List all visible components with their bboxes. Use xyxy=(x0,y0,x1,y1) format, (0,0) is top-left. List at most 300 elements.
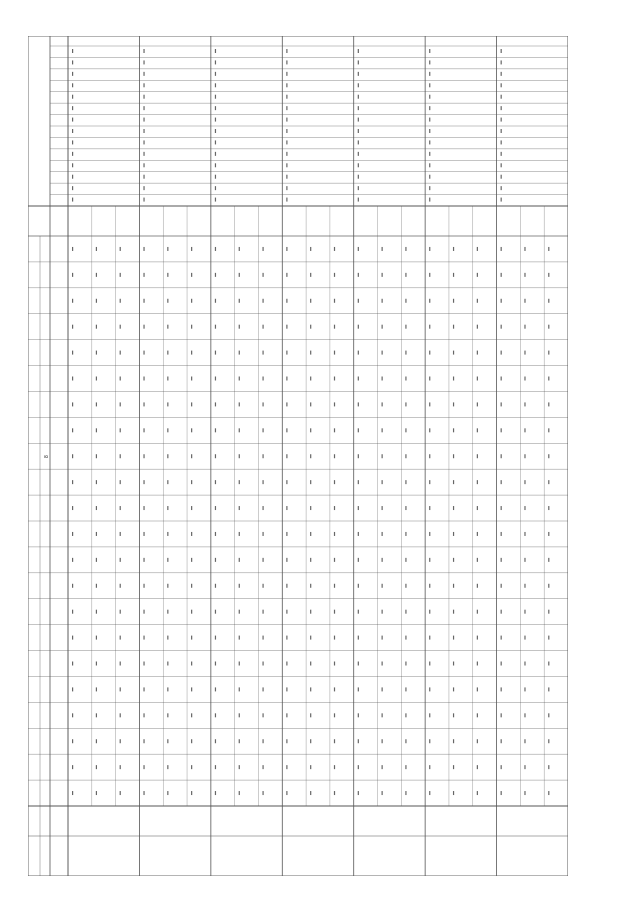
cell-entry xyxy=(310,299,311,303)
cell-entry xyxy=(167,713,168,717)
cell-entry xyxy=(453,765,454,769)
cell-entry xyxy=(191,299,192,303)
cell-entry xyxy=(548,739,549,743)
cell-entry xyxy=(96,662,97,666)
cell-entry xyxy=(120,610,121,614)
cell-entry xyxy=(167,480,168,484)
cell-entry xyxy=(286,299,287,303)
cell-entry xyxy=(262,299,263,303)
cell-entry xyxy=(429,532,430,536)
top-cell-entry xyxy=(215,72,216,76)
cell-entry xyxy=(143,584,144,588)
cell-entry xyxy=(262,506,263,510)
cell-entry xyxy=(405,558,406,562)
cell-entry xyxy=(167,454,168,458)
cell-entry xyxy=(72,765,73,769)
cell-entry xyxy=(215,636,216,640)
top-cell-entry xyxy=(143,186,144,190)
cell-entry xyxy=(239,351,240,355)
cell-entry xyxy=(167,299,168,303)
top-cell-entry xyxy=(143,118,144,122)
cell-entry xyxy=(167,765,168,769)
cell-entry xyxy=(310,687,311,691)
cell-entry xyxy=(191,351,192,355)
cell-entry xyxy=(405,428,406,432)
cell-entry xyxy=(501,325,502,329)
cell-entry xyxy=(358,713,359,717)
cell-entry xyxy=(239,428,240,432)
cell-entry xyxy=(215,428,216,432)
cell-entry xyxy=(524,584,525,588)
cell-entry xyxy=(191,662,192,666)
top-cell-entry xyxy=(358,83,359,87)
cell-entry xyxy=(358,662,359,666)
cell-entry xyxy=(286,610,287,614)
cell-entry xyxy=(548,584,549,588)
cell-entry xyxy=(453,713,454,717)
cell-entry xyxy=(382,739,383,743)
cell-entry xyxy=(310,428,311,432)
cell-entry xyxy=(239,532,240,536)
top-cell-entry xyxy=(358,175,359,179)
cell-entry xyxy=(358,765,359,769)
cell-entry xyxy=(334,351,335,355)
cell-entry xyxy=(239,791,240,795)
cell-entry xyxy=(405,791,406,795)
cell-entry xyxy=(501,791,502,795)
cell-entry xyxy=(453,506,454,510)
cell-entry xyxy=(120,428,121,432)
cell-entry xyxy=(167,247,168,251)
cell-entry xyxy=(358,377,359,381)
cell-entry xyxy=(334,402,335,406)
cell-entry xyxy=(120,454,121,458)
cell-entry xyxy=(286,247,287,251)
cell-entry xyxy=(548,351,549,355)
cell-entry xyxy=(286,402,287,406)
cell-entry xyxy=(382,402,383,406)
cell-entry xyxy=(262,247,263,251)
cell-entry xyxy=(382,532,383,536)
cell-entry xyxy=(96,351,97,355)
cell-entry xyxy=(262,558,263,562)
top-cell-entry xyxy=(429,118,430,122)
top-cell-entry xyxy=(429,140,430,144)
cell-entry xyxy=(310,325,311,329)
cell-entry xyxy=(215,765,216,769)
cell-entry xyxy=(286,506,287,510)
top-cell-entry xyxy=(215,152,216,156)
cell-entry xyxy=(334,299,335,303)
cell-entry xyxy=(191,687,192,691)
cell-entry xyxy=(310,480,311,484)
cell-entry xyxy=(477,402,478,406)
cell-entry xyxy=(191,480,192,484)
cell-entry xyxy=(310,713,311,717)
top-cell-entry xyxy=(358,72,359,76)
cell-entry xyxy=(334,662,335,666)
cell-entry xyxy=(429,610,430,614)
top-cell-entry xyxy=(286,140,287,144)
top-cell-entry xyxy=(501,129,502,133)
cell-entry xyxy=(405,273,406,277)
cell-entry xyxy=(310,662,311,666)
cell-entry xyxy=(120,765,121,769)
cell-entry xyxy=(501,247,502,251)
cell-entry xyxy=(429,299,430,303)
cell-entry xyxy=(72,558,73,562)
cell-entry xyxy=(286,791,287,795)
cell-entry xyxy=(310,454,311,458)
cell-entry xyxy=(96,428,97,432)
cell-entry xyxy=(72,506,73,510)
cell-entry xyxy=(96,713,97,717)
top-cell-entry xyxy=(143,175,144,179)
cell-entry xyxy=(120,247,121,251)
cell-entry xyxy=(524,791,525,795)
cell-entry xyxy=(262,713,263,717)
cell-entry xyxy=(382,636,383,640)
cell-entry xyxy=(167,791,168,795)
top-cell-entry xyxy=(286,83,287,87)
cell-entry xyxy=(239,558,240,562)
cell-entry xyxy=(334,558,335,562)
cell-entry xyxy=(167,610,168,614)
cell-entry xyxy=(358,325,359,329)
cell-entry xyxy=(524,662,525,666)
cell-entry xyxy=(96,299,97,303)
cell-entry xyxy=(501,713,502,717)
cell-entry xyxy=(239,765,240,769)
cell-entry xyxy=(501,273,502,277)
cell-entry xyxy=(143,506,144,510)
cell-entry xyxy=(358,610,359,614)
cell-entry xyxy=(215,351,216,355)
cell-entry xyxy=(334,713,335,717)
top-cell-entry xyxy=(429,83,430,87)
cell-entry xyxy=(239,713,240,717)
cell-entry xyxy=(501,506,502,510)
cell-entry xyxy=(72,480,73,484)
cell-entry xyxy=(477,325,478,329)
cell-entry xyxy=(310,636,311,640)
cell-entry xyxy=(143,713,144,717)
top-cell-entry xyxy=(358,140,359,144)
cell-entry xyxy=(120,791,121,795)
top-cell-entry xyxy=(215,175,216,179)
page-number: 8 xyxy=(44,455,50,458)
cell-entry xyxy=(96,636,97,640)
cell-entry xyxy=(143,325,144,329)
cell-entry xyxy=(501,687,502,691)
cell-entry xyxy=(548,506,549,510)
cell-entry xyxy=(524,506,525,510)
cell-entry xyxy=(524,428,525,432)
cell-entry xyxy=(286,351,287,355)
cell-entry xyxy=(72,713,73,717)
cell-entry xyxy=(310,558,311,562)
cell-entry xyxy=(262,584,263,588)
top-cell-entry xyxy=(72,106,73,110)
cell-entry xyxy=(477,532,478,536)
cell-entry xyxy=(501,765,502,769)
cell-entry xyxy=(310,402,311,406)
top-cell-entry xyxy=(501,140,502,144)
cell-entry xyxy=(405,299,406,303)
top-cell-entry xyxy=(358,152,359,156)
cell-entry xyxy=(429,765,430,769)
cell-entry xyxy=(96,765,97,769)
cell-entry xyxy=(191,713,192,717)
cell-entry xyxy=(382,351,383,355)
cell-entry xyxy=(96,325,97,329)
cell-entry xyxy=(382,584,383,588)
cell-entry xyxy=(96,610,97,614)
cell-entry xyxy=(191,558,192,562)
cell-entry xyxy=(262,739,263,743)
cell-entry xyxy=(120,299,121,303)
cell-entry xyxy=(120,480,121,484)
cell-entry xyxy=(96,791,97,795)
cell-entry xyxy=(143,610,144,614)
top-cell-entry xyxy=(429,186,430,190)
cell-entry xyxy=(429,351,430,355)
cell-entry xyxy=(143,402,144,406)
cell-entry xyxy=(524,351,525,355)
top-cell-entry xyxy=(215,198,216,202)
cell-entry xyxy=(429,428,430,432)
cell-entry xyxy=(120,739,121,743)
cell-entry xyxy=(453,636,454,640)
top-cell-entry xyxy=(215,118,216,122)
cell-entry xyxy=(167,325,168,329)
top-cell-entry xyxy=(286,152,287,156)
cell-entry xyxy=(524,610,525,614)
cell-entry xyxy=(310,765,311,769)
cell-entry xyxy=(310,377,311,381)
cell-entry xyxy=(72,273,73,277)
cell-entry xyxy=(358,247,359,251)
cell-entry xyxy=(358,506,359,510)
cell-entry xyxy=(382,713,383,717)
top-cell-entry xyxy=(143,163,144,167)
cell-entry xyxy=(501,532,502,536)
cell-entry xyxy=(358,636,359,640)
cell-entry xyxy=(334,791,335,795)
top-cell-entry xyxy=(358,95,359,99)
cell-entry xyxy=(548,636,549,640)
cell-entry xyxy=(120,584,121,588)
cell-entry xyxy=(382,428,383,432)
cell-entry xyxy=(429,584,430,588)
cell-entry xyxy=(239,662,240,666)
cell-entry xyxy=(143,377,144,381)
top-cell-entry xyxy=(215,140,216,144)
cell-entry xyxy=(453,480,454,484)
cell-entry xyxy=(501,558,502,562)
cell-entry xyxy=(382,247,383,251)
cell-entry xyxy=(548,402,549,406)
cell-entry xyxy=(215,402,216,406)
cell-entry xyxy=(310,273,311,277)
cell-entry xyxy=(191,377,192,381)
top-cell-entry xyxy=(286,49,287,53)
cell-entry xyxy=(239,325,240,329)
cell-entry xyxy=(120,662,121,666)
cell-entry xyxy=(477,739,478,743)
top-cell-entry xyxy=(72,60,73,64)
cell-entry xyxy=(286,428,287,432)
cell-entry xyxy=(262,687,263,691)
cell-entry xyxy=(310,247,311,251)
cell-entry xyxy=(143,351,144,355)
cell-entry xyxy=(524,247,525,251)
top-cell-entry xyxy=(501,83,502,87)
top-cell-entry xyxy=(143,106,144,110)
top-cell-entry xyxy=(72,163,73,167)
cell-entry xyxy=(429,325,430,329)
cell-entry xyxy=(96,687,97,691)
cell-entry xyxy=(334,273,335,277)
cell-entry xyxy=(286,739,287,743)
cell-entry xyxy=(120,351,121,355)
top-cell-entry xyxy=(429,175,430,179)
cell-entry xyxy=(334,584,335,588)
cell-entry xyxy=(429,377,430,381)
cell-entry xyxy=(334,687,335,691)
cell-entry xyxy=(262,428,263,432)
cell-entry xyxy=(405,662,406,666)
cell-entry xyxy=(191,454,192,458)
cell-entry xyxy=(405,402,406,406)
top-cell-entry xyxy=(429,152,430,156)
cell-entry xyxy=(286,377,287,381)
cell-entry xyxy=(477,584,478,588)
top-cell-entry xyxy=(286,106,287,110)
cell-entry xyxy=(501,584,502,588)
cell-entry xyxy=(429,454,430,458)
cell-entry xyxy=(334,739,335,743)
cell-entry xyxy=(143,765,144,769)
cell-entry xyxy=(358,428,359,432)
cell-entry xyxy=(262,480,263,484)
cell-entry xyxy=(96,584,97,588)
cell-entry xyxy=(191,765,192,769)
cell-entry xyxy=(501,662,502,666)
top-cell-entry xyxy=(429,49,430,53)
cell-entry xyxy=(286,480,287,484)
cell-entry xyxy=(334,377,335,381)
top-cell-entry xyxy=(358,106,359,110)
cell-entry xyxy=(143,636,144,640)
cell-entry xyxy=(453,325,454,329)
cell-entry xyxy=(382,454,383,458)
cell-entry xyxy=(429,713,430,717)
cell-entry xyxy=(524,558,525,562)
cell-entry xyxy=(262,662,263,666)
cell-entry xyxy=(215,610,216,614)
cell-entry xyxy=(96,454,97,458)
cell-entry xyxy=(167,351,168,355)
table-border xyxy=(28,36,568,876)
cell-entry xyxy=(524,325,525,329)
cell-entry xyxy=(501,480,502,484)
cell-entry xyxy=(262,402,263,406)
top-cell-entry xyxy=(286,72,287,76)
cell-entry xyxy=(382,662,383,666)
cell-entry xyxy=(72,662,73,666)
cell-entry xyxy=(310,584,311,588)
cell-entry xyxy=(429,739,430,743)
top-cell-entry xyxy=(429,95,430,99)
cell-entry xyxy=(120,273,121,277)
cell-entry xyxy=(191,636,192,640)
cell-entry xyxy=(143,273,144,277)
top-cell-entry xyxy=(215,83,216,87)
cell-entry xyxy=(429,402,430,406)
cell-entry xyxy=(334,765,335,769)
cell-entry xyxy=(143,454,144,458)
cell-entry xyxy=(72,299,73,303)
cell-entry xyxy=(453,402,454,406)
top-cell-entry xyxy=(286,129,287,133)
cell-entry xyxy=(96,247,97,251)
cell-entry xyxy=(334,454,335,458)
cell-entry xyxy=(143,299,144,303)
cell-entry xyxy=(239,480,240,484)
top-cell-entry xyxy=(72,118,73,122)
cell-entry xyxy=(429,687,430,691)
cell-entry xyxy=(405,325,406,329)
cell-entry xyxy=(453,610,454,614)
top-cell-entry xyxy=(358,198,359,202)
cell-entry xyxy=(262,325,263,329)
cell-entry xyxy=(501,428,502,432)
cell-entry xyxy=(405,739,406,743)
top-cell-entry xyxy=(215,95,216,99)
top-cell-entry xyxy=(501,163,502,167)
cell-entry xyxy=(96,739,97,743)
cell-entry xyxy=(453,791,454,795)
cell-entry xyxy=(382,610,383,614)
cell-entry xyxy=(382,325,383,329)
cell-entry xyxy=(477,351,478,355)
cell-entry xyxy=(548,299,549,303)
cell-entry xyxy=(215,299,216,303)
cell-entry xyxy=(334,610,335,614)
cell-entry xyxy=(429,662,430,666)
cell-entry xyxy=(382,506,383,510)
cell-entry xyxy=(358,558,359,562)
cell-entry xyxy=(215,273,216,277)
cell-entry xyxy=(286,558,287,562)
cell-entry xyxy=(453,558,454,562)
cell-entry xyxy=(548,791,549,795)
cell-entry xyxy=(453,299,454,303)
cell-entry xyxy=(382,273,383,277)
cell-entry xyxy=(477,247,478,251)
cell-entry xyxy=(239,506,240,510)
cell-entry xyxy=(262,610,263,614)
cell-entry xyxy=(143,687,144,691)
cell-entry xyxy=(96,402,97,406)
cell-entry xyxy=(72,636,73,640)
cell-entry xyxy=(405,377,406,381)
top-cell-entry xyxy=(143,95,144,99)
cell-entry xyxy=(524,480,525,484)
cell-entry xyxy=(501,299,502,303)
cell-entry xyxy=(382,558,383,562)
